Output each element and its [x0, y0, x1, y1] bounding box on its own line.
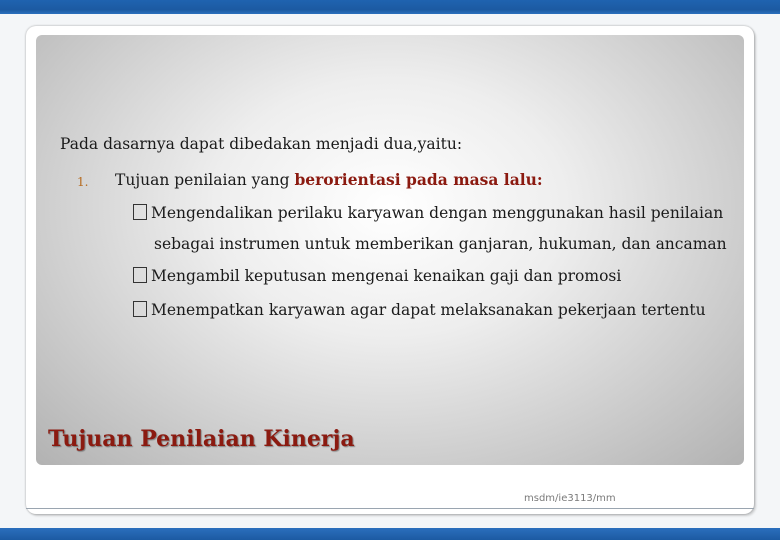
footer-divider: [26, 508, 754, 509]
top-accent-bar: [0, 0, 780, 14]
bottom-accent-bar: [0, 528, 780, 540]
box-bullet-icon: [133, 301, 147, 317]
bullet-item-1-continued: sebagai instrumen untuk memberikan ganjaran, hukuman, dan ancaman: [154, 235, 727, 253]
bullet-1-line-1: Mengendalikan perilaku karyawan dengan menggunakan hasil penilaian: [151, 204, 724, 222]
bullet-item-2: [133, 267, 621, 285]
footer-text: msdm/ie3113/mm: [524, 493, 616, 504]
item-1-highlight: berorientasi pada masa lalu:: [294, 170, 543, 189]
bullet-2-line-1: Mengambil keputusan mengenai kenaikan gaji dan promosi: [151, 267, 622, 285]
item-1-text: [115, 170, 543, 189]
bullet-item-1: [133, 204, 723, 222]
box-bullet-icon: [133, 267, 147, 283]
box-bullet-icon: [133, 204, 147, 220]
item-number: 1.: [77, 175, 89, 189]
slide-title: Tujuan Penilaian Kinerja: [48, 426, 355, 452]
intro-text: Pada dasarnya dapat dibedakan menjadi dua,yaitu:: [60, 135, 463, 153]
bullet-item-3: [133, 301, 706, 319]
item-1-prefix: Tujuan penilaian yang: [115, 171, 295, 189]
bullet-3-line-1: Menempatkan karyawan agar dapat melaksanakan pekerjaan tertentu: [151, 301, 706, 319]
